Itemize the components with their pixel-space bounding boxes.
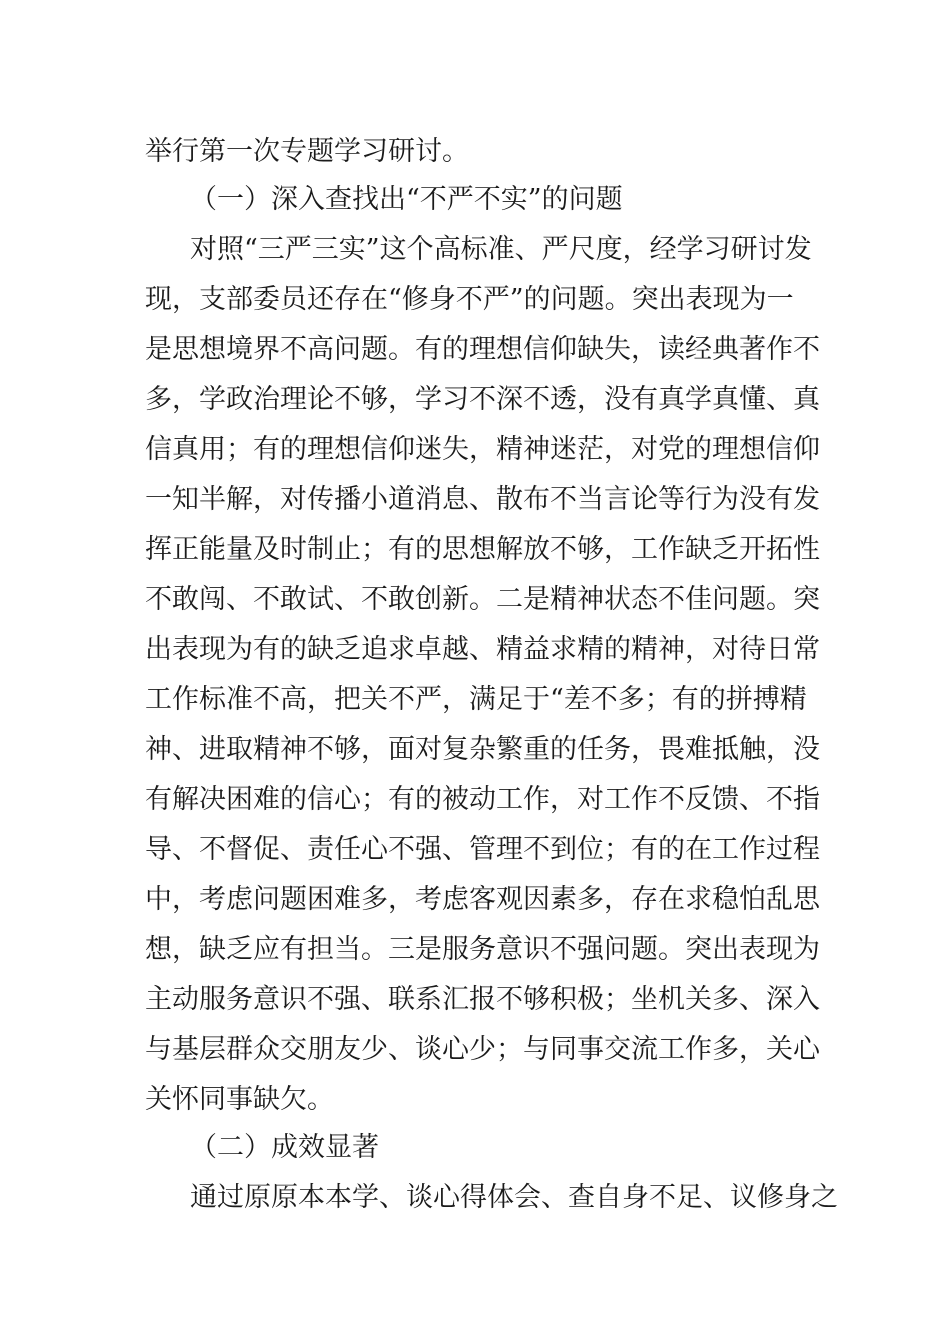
paragraph-line-5: 信真用；有的理想信仰迷失，精神迷茫，对党的理想信仰 [145,434,820,465]
paragraph-line-8: 不敢闯、不敢试、不敢创新。二是精神状态不佳问题。突 [145,584,820,615]
paragraph-line-15: 想，缺乏应有担当。三是服务意识不强问题。突出表现为 [145,934,820,965]
paragraph-line-16: 主动服务意识不强、联系汇报不够积极；坐机关多、深入 [145,984,820,1015]
paragraph-line-2: 现，支部委员还存在“修身不严”的问题。突出表现为一 [145,284,794,315]
paragraph-line-4: 多，学政治理论不够，学习不深不透，没有真学真懂、真 [145,384,820,415]
paragraph-line-19: 通过原原本本学、谈心得体会、查自身不足、议修身之 [190,1182,838,1213]
paragraph-line-17: 与基层群众交朋友少、谈心少；与同事交流工作多，关心 [145,1034,820,1065]
section-heading-2: （二）成效显著 [190,1132,379,1163]
paragraph-line-7: 挥正能量及时制止；有的思想解放不够，工作缺乏开拓性 [145,534,820,565]
paragraph-line-6: 一知半解，对传播小道消息、散布不当言论等行为没有发 [145,484,820,515]
paragraph-line-14: 中，考虑问题困难多，考虑客观因素多，存在求稳怕乱思 [145,884,820,915]
text-line-1: 举行第一次专题学习研讨。 [145,136,469,167]
section-heading-1: （一）深入查找出“不严不实”的问题 [190,184,623,215]
paragraph-line-3: 是思想境界不高问题。有的理想信仰缺失，读经典著作不 [145,334,820,365]
paragraph-line-9: 出表现为有的缺乏追求卓越、精益求精的精神，对待日常 [145,634,820,665]
paragraph-line-18: 关怀同事缺欠。 [145,1084,334,1115]
paragraph-line-10: 工作标准不高，把关不严，满足于“差不多；有的拼搏精 [145,684,807,715]
paragraph-line-12: 有解决困难的信心；有的被动工作，对工作不反馈、不指 [145,784,820,815]
paragraph-line-11: 神、进取精神不够，面对复杂繁重的任务，畏难抵触，没 [145,734,820,765]
paragraph-line-1: 对照“三严三实”这个高标准、严尺度，经学习研讨发 [190,234,812,265]
paragraph-line-13: 导、不督促、责任心不强、管理不到位；有的在工作过程 [145,834,820,865]
